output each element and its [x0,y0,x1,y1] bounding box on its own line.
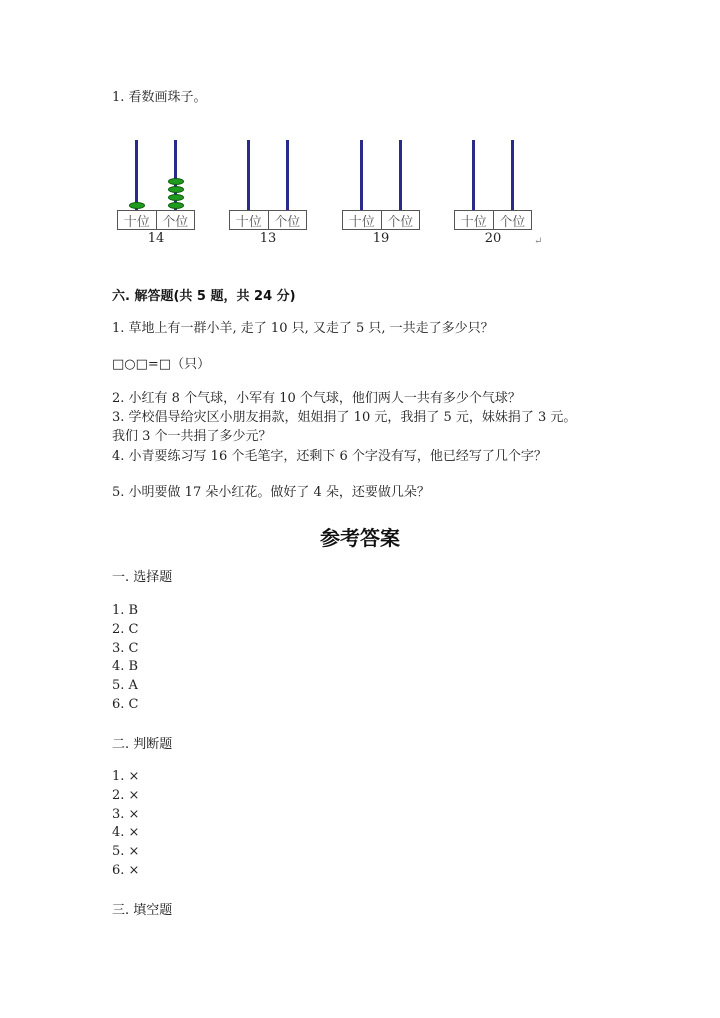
answer-item: 2. × [112,788,140,803]
bead [168,202,184,209]
tens-rod [247,140,250,210]
word-problem-4: 4. 小青要练习写 16 个毛笔字，还剩下 6 个字没有写，他已经写了几个字？ [112,449,547,464]
bead [129,202,145,209]
answer-item: 1. B [112,603,139,618]
tens-label: 十位 [123,214,150,230]
bead [168,186,184,193]
answer-heading-true-false: 二. 判断题 [112,737,173,752]
answer-heading-fill-in: 三. 填空题 [112,903,173,918]
tens-label: 十位 [348,214,375,230]
bead [168,194,184,201]
answer-item: 3. × [112,807,140,822]
place-value-labels [117,210,195,230]
ones-label: 个位 [268,211,307,229]
ones-label: 个位 [156,211,195,229]
abacus-number: 14 [147,231,165,246]
word-problem-3-line1: 3. 学校倡导给灾区小朋友捐款，姐姐捐了 10 元，我捐了 5 元，妹妹捐了 3 元。 [112,410,577,425]
abacus-19 [342,140,420,250]
tens-rod [135,140,138,210]
answer-key-title: 参考答案 [320,526,400,550]
word-problem-5: 5. 小明要做 17 朵小红花。做好了 4 朵，还要做几朵？ [112,485,430,500]
answer-item: 4. B [112,659,139,674]
tens-rod [360,140,363,210]
answer-item: 3. C [112,641,139,656]
return-mark-icon: ↵ [534,236,543,247]
answer-item: 4. × [112,825,140,840]
question-draw-beads: 1. 看数画珠子。 [112,90,207,105]
answer-item: 5. A [112,678,138,693]
abacus-14 [117,140,195,250]
word-problem-2: 2. 小红有 8 个气球，小军有 10 个气球，他们两人一共有多少个气球？ [112,391,521,406]
bead [168,178,184,185]
ones-rod [286,140,289,210]
place-value-labels [229,210,307,230]
answer-item: 6. C [112,697,139,712]
place-value-labels [454,210,532,230]
tens-rod [472,140,475,210]
word-problem-3-line2: 我们 3 个一共捐了多少元？ [112,429,272,444]
answer-item: 1. × [112,769,140,784]
abacus-number: 20 [484,231,502,246]
section-heading-word-problems: 六. 解答题(共 5 题，共 24 分) [112,289,296,304]
tens-label: 十位 [235,214,262,230]
answer-item: 5. × [112,844,140,859]
answer-heading-multiple-choice: 一. 选择题 [112,570,173,585]
abacus-number: 13 [259,231,277,246]
ones-rod [511,140,514,210]
ones-label: 个位 [381,211,420,229]
tens-label: 十位 [460,214,487,230]
ones-rod [399,140,402,210]
abacus-number: 19 [372,231,390,246]
abacus-13 [229,140,307,250]
place-value-labels [342,210,420,230]
answer-item: 6. × [112,863,140,878]
answer-formula-template: □○□=□（只） [112,357,211,372]
word-problem-1: 1. 草地上有一群小羊, 走了 10 只, 又走了 5 只, 一共走了多少只？ [112,321,494,336]
abacus-20 [454,140,532,250]
answer-item: 2. C [112,622,139,637]
ones-label: 个位 [493,211,532,229]
